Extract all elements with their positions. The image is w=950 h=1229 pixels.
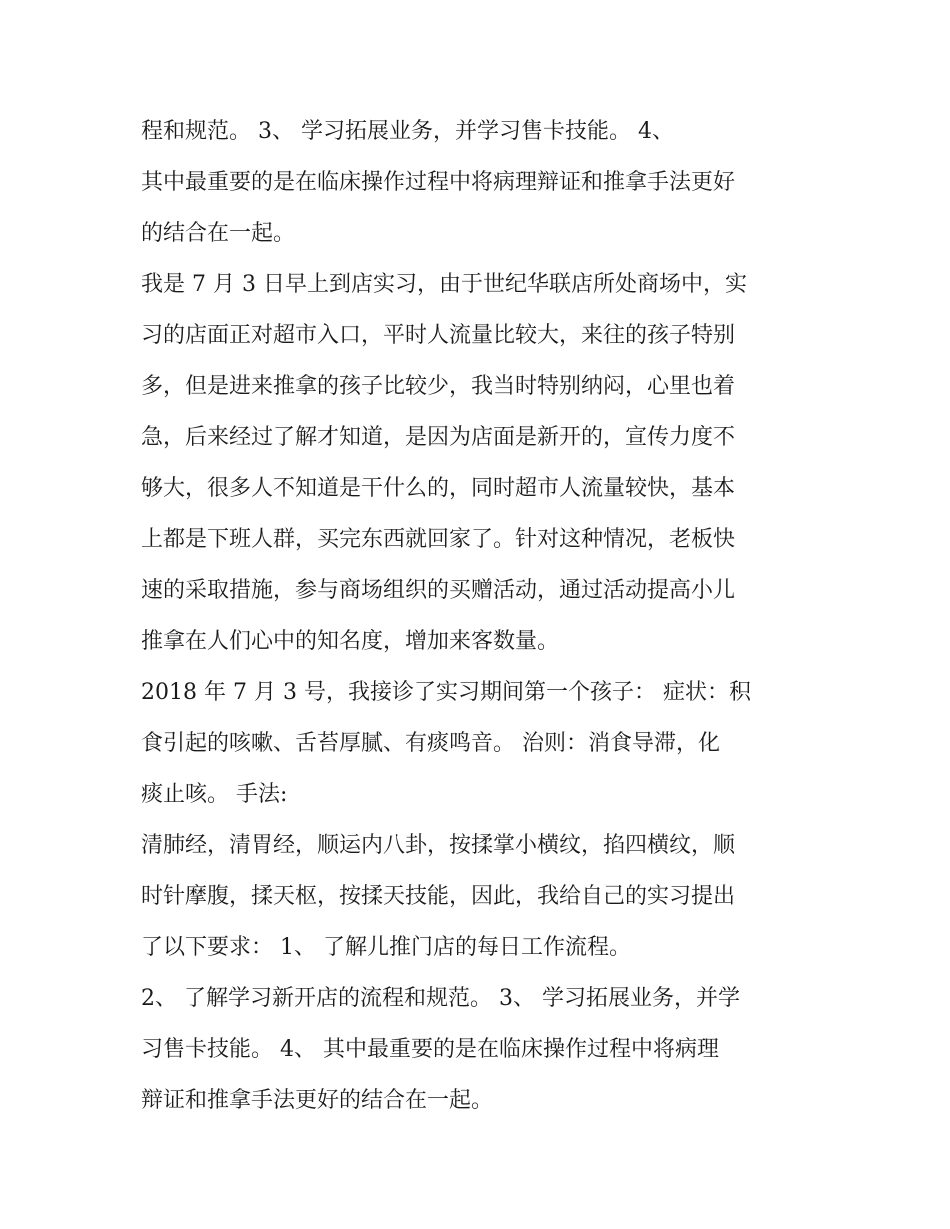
body-text xyxy=(141,106,831,1126)
text-line: 习售卡技能。 4、 其中最重要的是在临床操作过程中将病理 xyxy=(141,1037,719,1062)
text-line: 急，后来经过了解才知道，是因为店面是新开的，宣传力度不 xyxy=(141,425,736,450)
text-line: 食引起的咳嗽、舌苔厚腻、有痰鸣音。 治则：消食导滞，化 xyxy=(141,731,720,756)
text-line: 习的店面正对超市入口，平时人流量比较大，来往的孩子特别 xyxy=(141,323,736,348)
text-line: 其中最重要的是在临床操作过程中将病理辩证和推拿手法更好 xyxy=(141,170,736,195)
text-line: 我是 7 月 3 日早上到店实习，由于世纪华联店所处商场中，实 xyxy=(141,272,747,297)
text-line: 清肺经，清胃经，顺运内八卦，按揉掌小横纹，掐四横纹，顺 xyxy=(141,833,736,858)
text-line: 辩证和推拿手法更好的结合在一起。 xyxy=(141,1088,494,1113)
text-line: 2018 年 7 月 3 号，我接诊了实习期间第一个孩子： 症状：积 xyxy=(141,680,751,705)
text-line: 时针摩腹，揉天枢，按揉天技能，因此，我给自己的实习提出 xyxy=(141,884,736,909)
text-line: 上都是下班人群，买完东西就回家了。针对这种情况，老板快 xyxy=(141,527,736,552)
text-line: 速的采取措施，参与商场组织的买赠活动，通过活动提高小儿 xyxy=(141,578,736,603)
text-line: 推拿在人们心中的知名度，增加来客数量。 xyxy=(141,629,560,654)
text-line: 的结合在一起。 xyxy=(141,221,296,246)
text-line: 痰止咳。 手法: xyxy=(141,782,288,807)
text-line: 了以下要求： 1、 了解儿推门店的每日工作流程。 xyxy=(141,935,631,960)
text-line: 多，但是进来推拿的孩子比较少，我当时特别纳闷，心里也着 xyxy=(141,374,736,399)
text-line: 够大，很多人不知道是干什么的，同时超市人流量较快，基本 xyxy=(141,476,736,501)
text-line: 程和规范。 3、 学习拓展业务，并学习售卡技能。 4、 xyxy=(141,119,674,144)
text-line: 2、 了解学习新开店的流程和规范。 3、 学习拓展业务，并学 xyxy=(141,986,740,1011)
